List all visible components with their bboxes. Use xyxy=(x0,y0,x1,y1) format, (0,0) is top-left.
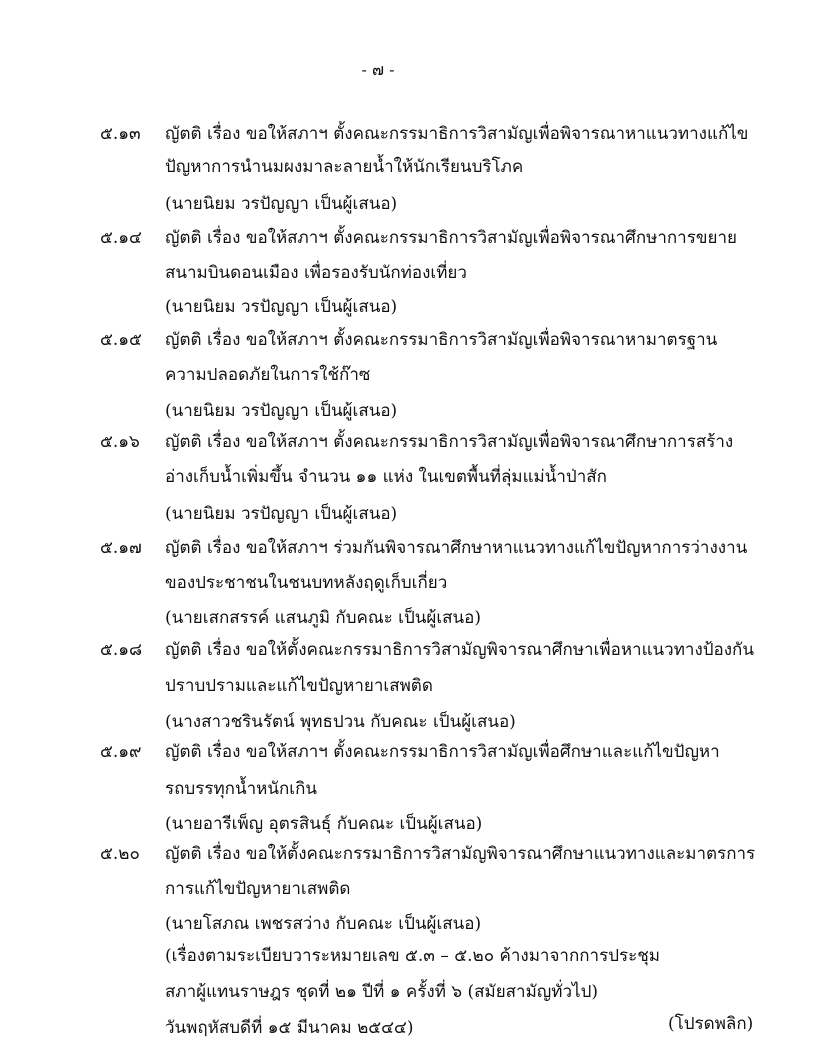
agenda-item-proposer: (นายนิยม วรปัญญา เป็นผู้เสนอ) xyxy=(165,504,398,524)
agenda-item-title-line: สนามบินดอนเมือง เพื่อรองรับนักท่องเที่ยว xyxy=(165,263,467,283)
agenda-item-title-line: ของประชาชนในชนบทหลังฤดูเก็บเกี่ยว xyxy=(165,573,448,593)
agenda-item-title-line: การแก้ไขปัญหายาเสพติด xyxy=(165,879,351,899)
agenda-item-title-line: รถบรรทุกน้ำหนักเกิน xyxy=(165,779,317,799)
agenda-item-proposer: (นางสาวชรินรัตน์ พุทธปวน กับคณะ เป็นผู้เสนอ) xyxy=(165,712,516,732)
agenda-item-title-line: ญัตติ เรื่อง ขอให้สภาฯ ตั้งคณะกรรมาธิการวิสามัญเพื่อพิจารณาหาแนวทางแก้ไข xyxy=(165,124,749,144)
agenda-item-number: ๕.๑๔ xyxy=(100,228,142,248)
please-turn-over: (โปรดพลิก) xyxy=(668,1014,754,1034)
agenda-item-proposer: (นายอารีเพ็ญ อุตรสินธุ์ กับคณะ เป็นผู้เสนอ) xyxy=(165,814,483,834)
agenda-item-proposer: (นายเสกสรรค์ แสนภูมิ กับคณะ เป็นผู้เสนอ) xyxy=(165,608,482,628)
agenda-item-proposer: (นายโสภณ เพชรสว่าง กับคณะ เป็นผู้เสนอ) xyxy=(165,914,482,934)
agenda-item-proposer: (นายนิยม วรปัญญา เป็นผู้เสนอ) xyxy=(165,401,398,421)
agenda-note-line: วันพฤหัสบดีที่ ๑๕ มีนาคม ๒๕๔๔) xyxy=(165,1018,414,1038)
agenda-item-title-line: อ่างเก็บน้ำเพิ่มขึ้น จำนวน ๑๑ แห่ง ในเขตพื้นที่ลุ่มแม่น้ำป่าสัก xyxy=(165,467,607,487)
agenda-item-title-line: ญัตติ เรื่อง ขอให้สภาฯ ตั้งคณะกรรมาธิการวิสามัญเพื่อศึกษาและแก้ไขปัญหา xyxy=(165,742,720,762)
agenda-item-title-line: ญัตติ เรื่อง ขอให้ตั้งคณะกรรมาธิการวิสามัญพิจารณาศึกษาแนวทางและมาตรการ xyxy=(165,844,756,864)
agenda-item-title-line: ความปลอดภัยในการใช้ก๊าซ xyxy=(165,365,371,385)
agenda-note-line: สภาผู้แทนราษฎร ชุดที่ ๒๑ ปีที่ ๑ ครั้งที่ ๖ (สมัยสามัญทั่วไป) xyxy=(165,982,599,1002)
agenda-item-number: ๕.๑๘ xyxy=(100,640,143,660)
agenda-item-number: ๕.๑๓ xyxy=(100,124,141,144)
agenda-item-title-line: ญัตติ เรื่อง ขอให้สภาฯ ตั้งคณะกรรมาธิการวิสามัญเพื่อพิจารณาศึกษาการขยาย xyxy=(165,228,737,248)
agenda-item-title-line: ญัตติ เรื่อง ขอให้สภาฯ ตั้งคณะกรรมาธิการวิสามัญเพื่อพิจารณาศึกษาการสร้าง xyxy=(165,432,734,452)
agenda-item-number: ๕.๑๙ xyxy=(100,742,142,762)
agenda-item-number: ๕.๑๗ xyxy=(100,538,142,558)
agenda-item-proposer: (นายนิยม วรปัญญา เป็นผู้เสนอ) xyxy=(165,297,398,317)
page-number: - ๗ - xyxy=(361,60,395,79)
agenda-item-title-line: ญัตติ เรื่อง ขอให้ตั้งคณะกรรมาธิการวิสามัญพิจารณาศึกษาเพื่อหาแนวทางป้องกัน xyxy=(165,640,754,660)
agenda-item-title-line: ปัญหาการนำนมผงมาละลายน้ำให้นักเรียนบริโภค xyxy=(165,157,524,177)
agenda-item-number: ๕.๑๕ xyxy=(100,330,142,350)
agenda-item-title-line: ญัตติ เรื่อง ขอให้สภาฯ ร่วมกันพิจารณาศึกษาหาแนวทางแก้ไขปัญหาการว่างงาน xyxy=(165,538,748,558)
agenda-item-number: ๕.๒๐ xyxy=(100,844,140,864)
agenda-item-proposer: (นายนิยม วรปัญญา เป็นผู้เสนอ) xyxy=(165,194,398,214)
agenda-item-number: ๕.๑๖ xyxy=(100,432,140,452)
agenda-item-title-line: ปราบปรามและแก้ไขปัญหายาเสพติด xyxy=(165,676,433,696)
agenda-item-title-line: ญัตติ เรื่อง ขอให้สภาฯ ตั้งคณะกรรมาธิการวิสามัญเพื่อพิจารณาหามาตรฐาน xyxy=(165,330,718,350)
agenda-note-line: (เรื่องตามระเบียบวาระหมายเลข ๕.๓ – ๕.๒๐ ค้างมาจากการประชุม xyxy=(165,946,661,966)
